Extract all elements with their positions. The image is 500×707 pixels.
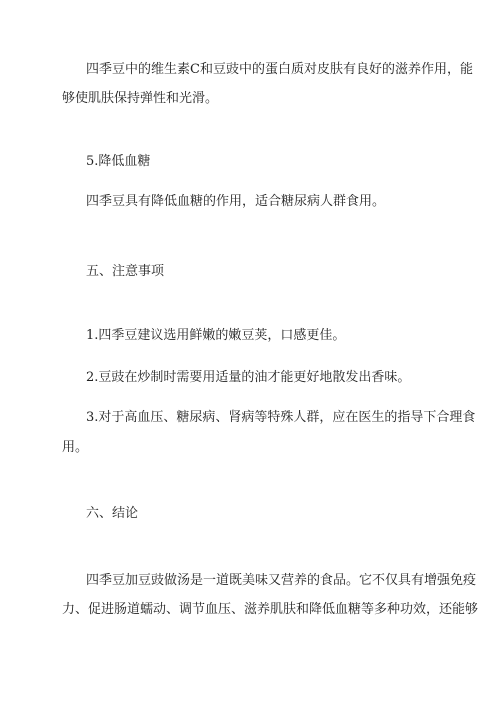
section-heading-precautions: 五、注意事项 [86,264,165,279]
conclusion-line-2: 力、促进肠道蠕动、调节血压、滋养肌肤和降低血糖等多种功效，还能够 [62,602,479,617]
paragraph-skin-line-1: 四季豆中的维生素C和豆豉中的蛋白质对皮肤有良好的滋养作用，能 [86,62,473,77]
note-item-3-line-2: 用。 [62,440,89,455]
conclusion-line-1: 四季豆加豆豉做汤是一道既美味又营养的食品。它不仅具有增强免疫 [86,573,477,588]
note-item-2: 2.豆豉在炒制时需要用适量的油才能更好地散发出香味。 [86,370,411,385]
paragraph-skin-line-2: 够使肌肤保持弹性和光滑。 [62,91,219,106]
heading-lower-blood-sugar: 5.降低血糖 [86,154,151,169]
paragraph-blood-sugar: 四季豆具有降低血糖的作用，适合糖尿病人群食用。 [86,194,386,209]
section-heading-conclusion: 六、结论 [86,506,139,521]
note-item-3-line-1: 3.对于高血压、糖尿病、肾病等特殊人群，应在医生的指导下合理食 [86,410,476,425]
note-item-1: 1.四季豆建议选用鲜嫩的嫩豆荚，口感更佳。 [86,328,346,343]
